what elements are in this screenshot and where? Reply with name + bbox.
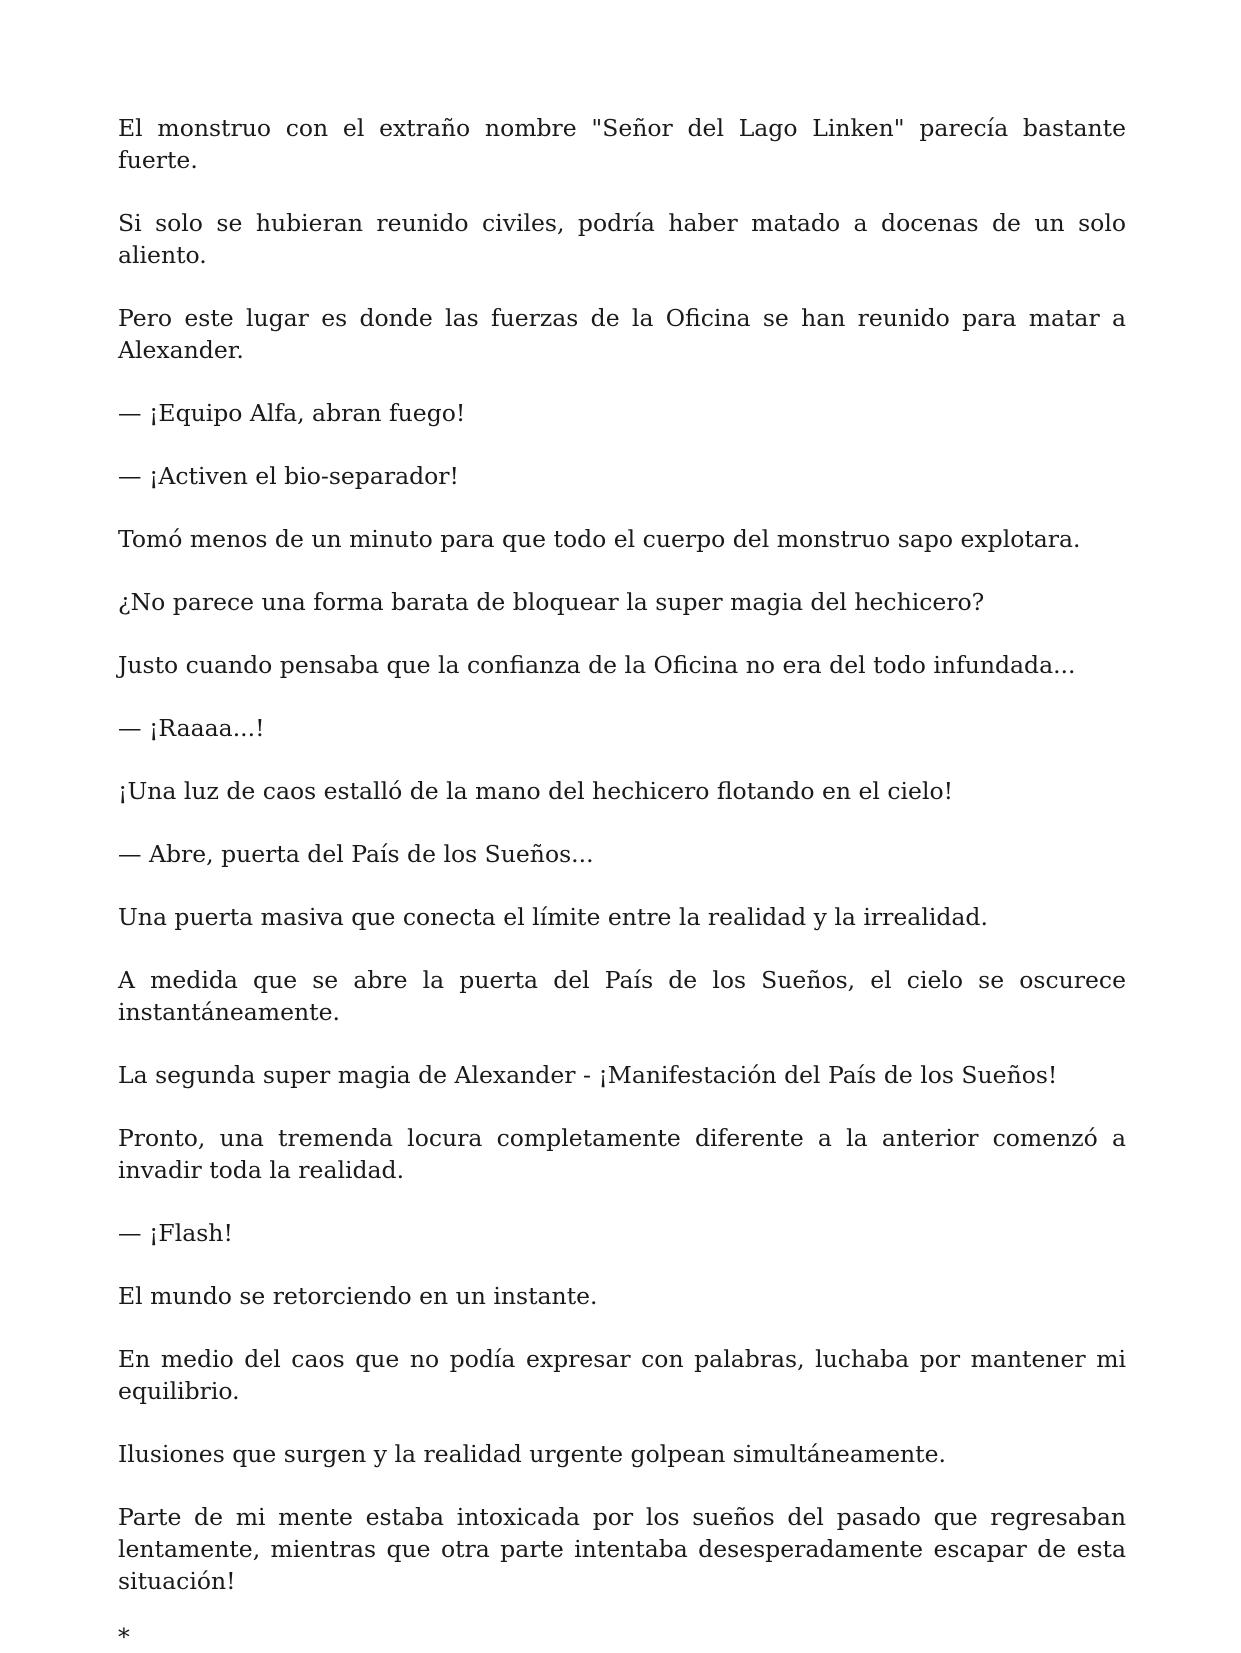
paragraph: Una puerta masiva que conecta el límite entre la realidad y la irrealidad. (118, 903, 988, 931)
dialogue-line: — ¡Flash! (118, 1219, 233, 1247)
paragraph: En medio del caos que no podía expresar con palabras, luchaba por mantener mi equilibrio. (118, 1345, 1126, 1405)
paragraph: Si solo se hubieran reunido civiles, podría haber matado a docenas de un solo aliento. (118, 209, 1126, 269)
scene-break: * (118, 1623, 130, 1651)
paragraph: Pero este lugar es donde las fuerzas de la Oficina se han reunido para matar a Alexander. (118, 304, 1126, 364)
paragraph: ¿No parece una forma barata de bloquear la super magia del hechicero? (118, 588, 985, 616)
paragraph: Tomó menos de un minuto para que todo el cuerpo del monstruo sapo explotara. (118, 525, 1081, 553)
dialogue-line: — ¡Raaaa...! (118, 714, 265, 742)
paragraph: La segunda super magia de Alexander - ¡Manifestación del País de los Sueños! (118, 1061, 1058, 1089)
paragraph: ¡Una luz de caos estalló de la mano del hechicero flotando en el cielo! (118, 777, 954, 805)
paragraph: A medida que se abre la puerta del País de los Sueños, el cielo se oscurece instantáneamente. (118, 966, 1126, 1026)
paragraph: Ilusiones que surgen y la realidad urgente golpean simultáneamente. (118, 1440, 946, 1468)
paragraph: El monstruo con el extraño nombre "Señor del Lago Linken" parecía bastante fuerte. (118, 114, 1126, 174)
dialogue-line: — Abre, puerta del País de los Sueños... (118, 840, 594, 868)
paragraph: Justo cuando pensaba que la confianza de la Oficina no era del todo infundada... (118, 651, 1076, 679)
document-body (118, 112, 1126, 1653)
paragraph: El mundo se retorciendo en un instante. (118, 1282, 598, 1310)
dialogue-line: — ¡Equipo Alfa, abran fuego! (118, 399, 466, 427)
dialogue-line: — ¡Activen el bio-separador! (118, 462, 459, 490)
paragraph: Pronto, una tremenda locura completamente diferente a la anterior comenzó a invadir toda la realidad. (118, 1124, 1126, 1184)
paragraph: Parte de mi mente estaba intoxicada por los sueños del pasado que regresaban lentamente, mientras que otra parte intentaba desesperadamente escapar de esta situación! (118, 1503, 1126, 1595)
